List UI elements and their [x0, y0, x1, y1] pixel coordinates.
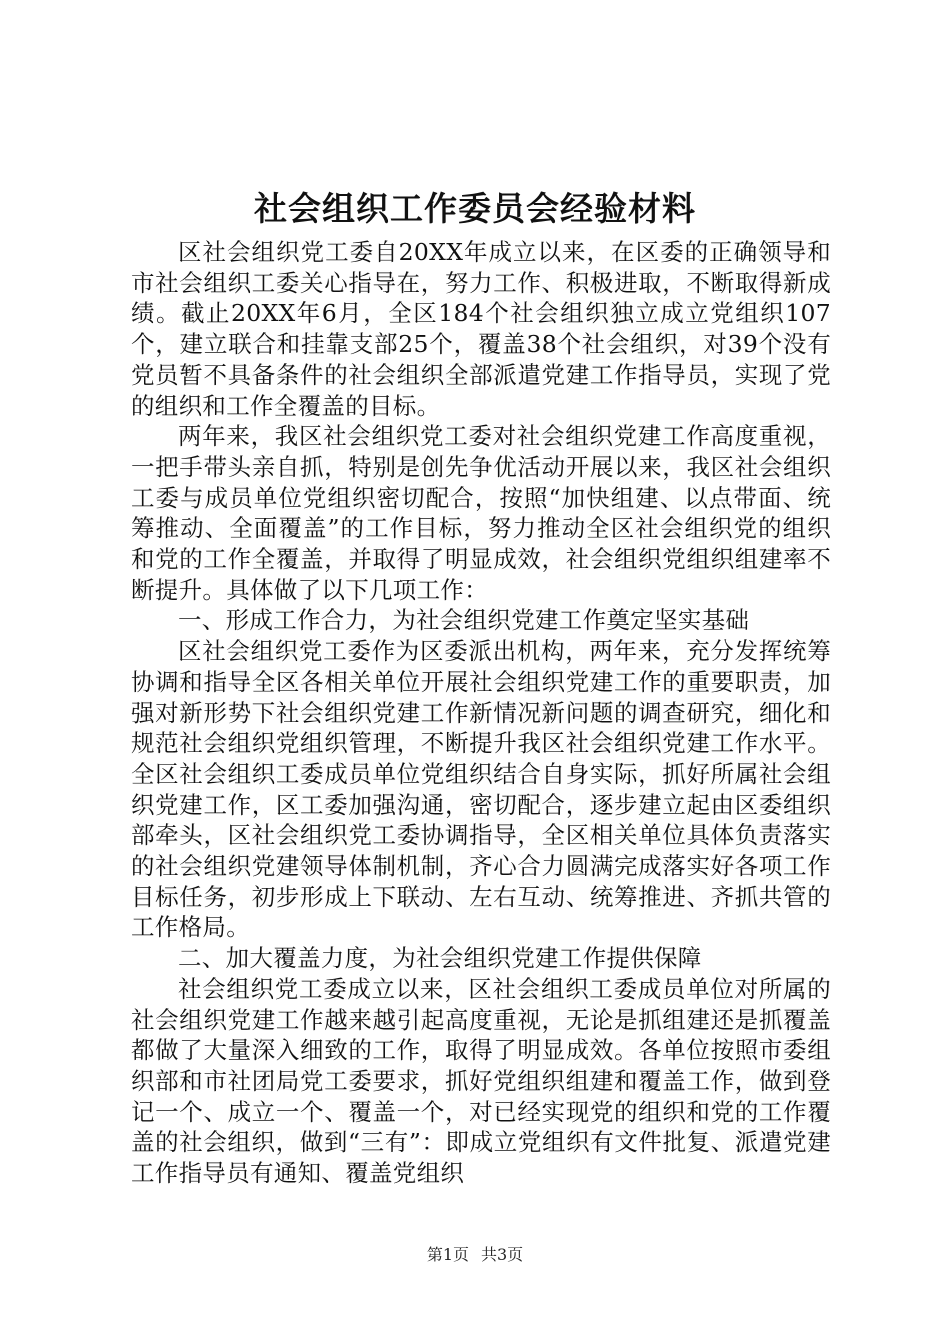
document-title: 社会组织工作委员会经验材料 — [254, 189, 696, 228]
page-number: 第1页 — [426, 1245, 469, 1264]
page-footer — [0, 1244, 950, 1266]
paragraph-overview: 两年来，我区社会组织党工委对社会组织党建工作高度重视，一把手带头亲自抓，特别是创先争优活动开展以来，我区社会组织工委与成员单位党组织密切配合，按照“加快组建、以点带面、统筹推动、全面覆盖”的工作目标，努力推动全区社会组织党的组织和党的工作全覆盖，并取得了明显成效，社会组织党组织组建率不断提升。具体做了以下几项工作： — [131, 422, 831, 604]
paragraph-section-1: 区社会组织党工委作为区委派出机构，两年来，充分发挥统筹协调和指导全区各相关单位开展社会组织党建工作的重要职责，加强对新形势下社会组织党建工作新情况新问题的调查研究，细化和规范社会组织党组织管理，不断提升我区社会组织党建工作水平。全区社会组织工委成员单位党组织结合自身实际，抓好所属社会组织党建工作，区工委加强沟通，密切配合，逐步建立起由区委组织部牵头，区社会组织党工委协调指导，全区相关单位具体负责落实的社会组织党建领导体制机制，齐心合力圆满完成落实好各项工作目标任务，初步形成上下联动、左右互动、统筹推进、齐抓共管的工作格局。 — [131, 637, 831, 942]
section-heading-2: 二、加大覆盖力度，为社会组织党建工作提供保障 — [178, 944, 702, 973]
paragraph-section-2: 社会组织党工委成立以来，区社会组织工委成员单位对所属的社会组织党建工作越来越引起高度重视，无论是抓组建还是抓覆盖都做了大量深入细致的工作，取得了明显成效。各单位按照市委组织部和市社团局党工委要求，抓好党组织组建和覆盖工作，做到登记一个、成立一个、覆盖一个，对已经实现党的组织和党的工作覆盖的社会组织，做到“三有”：即成立党组织有文件批复、派遣党建工作指导员有通知、覆盖党组织 — [131, 974, 831, 1188]
page-total: 共3页 — [481, 1245, 524, 1264]
section-heading-1: 一、形成工作合力，为社会组织党建工作奠定坚实基础 — [178, 606, 750, 635]
paragraph-intro: 区社会组织党工委自20XX年成立以来，在区委的正确领导和市社会组织工委关心指导在，努力工作、积极进取，不断取得新成绩。截止20XX年6月，全区184个社会组织独立成立党组织107个，建立联合和挂靠支部25个，覆盖38个社会组织，对39个没有党员暂不具备条件的社会组织全部派遣党建工作指导员，实现了党的组织和工作全覆盖的目标。 — [131, 238, 831, 420]
document-body — [131, 237, 831, 1189]
